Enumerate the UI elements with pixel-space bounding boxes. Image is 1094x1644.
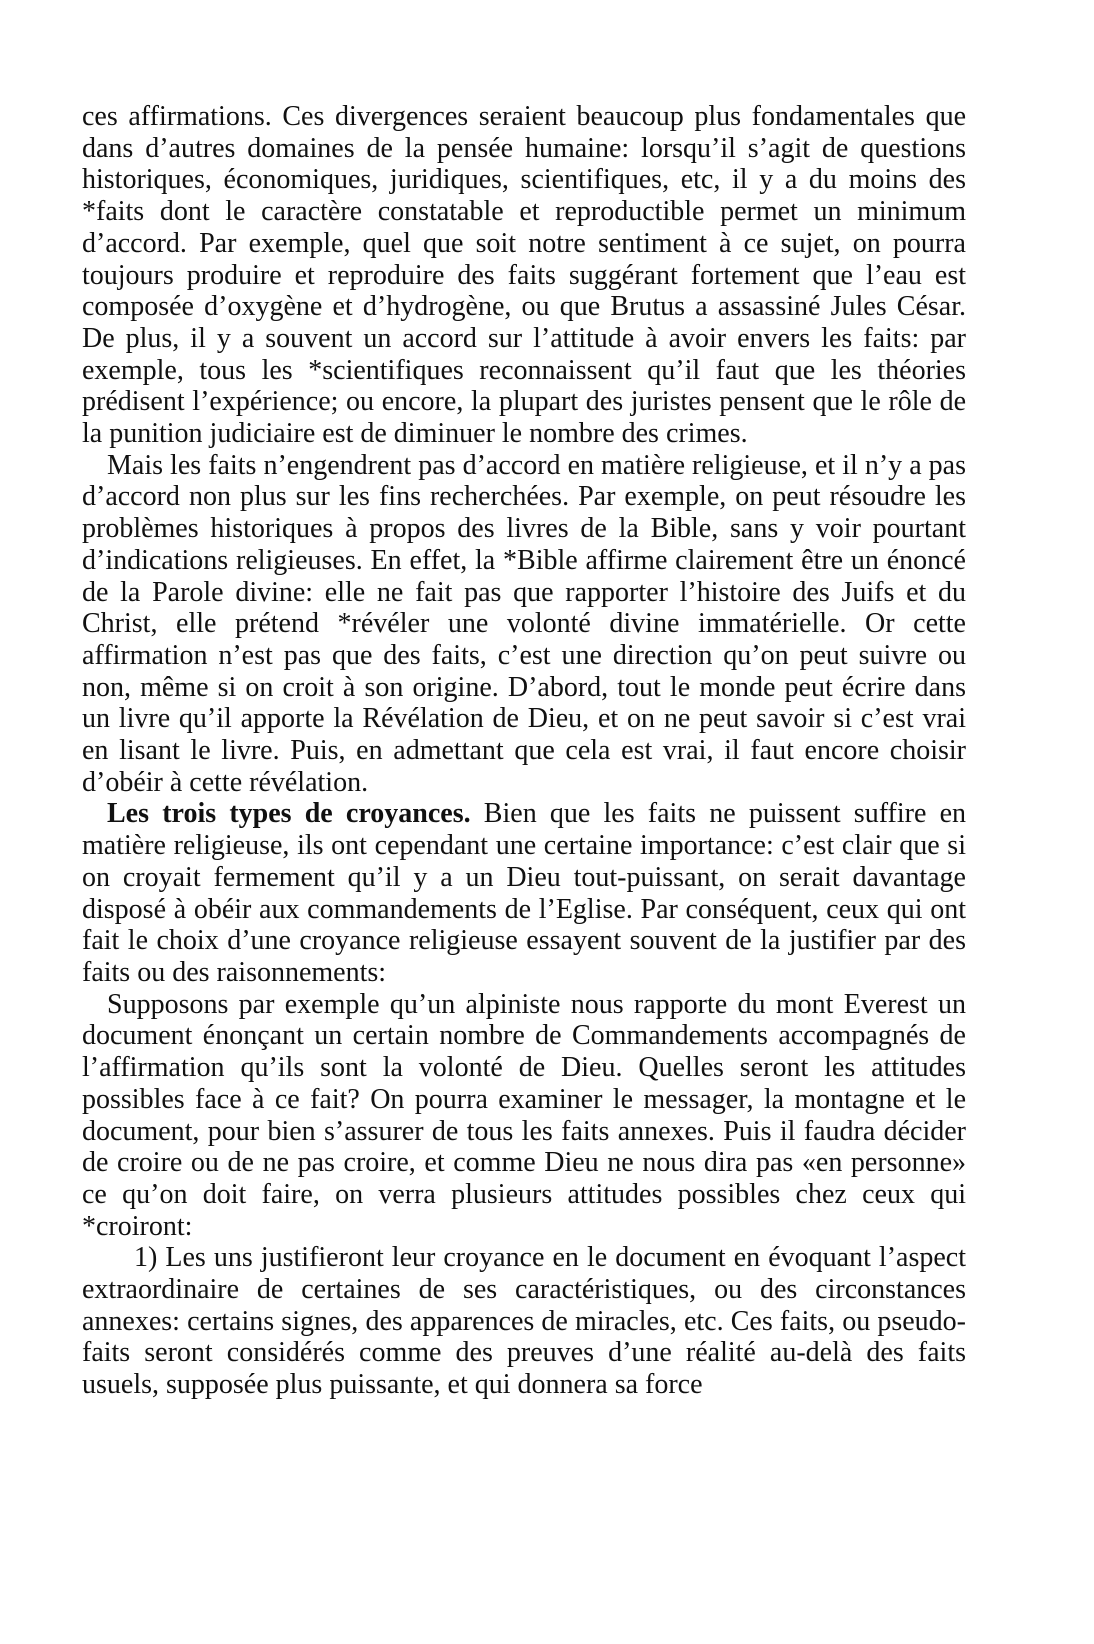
paragraph-faits-religion: Mais les faits n’engendrent pas d’accord en matière religieuse, et il n’y a pas d’accord non plus sur les fins recherchées. Par exemple, on peut résoudre les problèmes historiques à propos des livres de la Bible, sans y voir pourtant d’indications religieuses. En effet, la *Bible affirme clairement être un énoncé de la Parole divine: elle ne fait pas que rapporter l’histoire des Juifs et du Christ, elle prétend *révéler une volonté divine immatérielle. Or cette affirmation n’est pas que des faits, c’est une direction qu’on peut suivre ou non, même si on croit à son origine. D’abord, tout le monde peut écrire dans un livre qu’il apporte la Révélation de Dieu, et on ne peut savoir si c’est vrai en lisant le livre. Puis, en admettant que cela est vrai, il faut encore choisir d’obéir à cette révélation.	[82, 449, 966, 798]
paragraph-item-1: 1) Les uns justifieront leur croyance en le document en évoquant l’aspect extraordinaire de certaines de ses caractéristiques, ou des circonstances annexes: certains signes, des apparences de miracles, etc. Ces faits, ou pseudo-faits seront considérés comme des preuves d’une réalité au-delà des faits usuels, supposée plus puissante, et qui donnera sa force	[82, 1242, 966, 1401]
paragraph-divergences: ces affirmations. Ces divergences seraient beaucoup plus fondamentales que dans d’autres domaines de la pensée humaine: lorsqu’il s’agit de questions historiques, économiques, juridiques, scientifiques, etc, il y a du moins des *faits dont le caractère constatable et reproductible permet un minimum d’accord. Par exemple, quel que soit notre sentiment à ce sujet, on pourra toujours produire et reproduire des faits suggérant fortement que l’eau est composée d’oxygène et d’hydrogène, ou que Brutus a assassiné Jules César. De plus, il y a souvent un accord sur l’attitude à avoir envers les faits: par exemple, tous les *scientifiques reconnaissent qu’il faut que les théories prédisent l’expérience; ou encore, la plupart des juristes pensent que le rôle de la punition judiciaire est de diminuer le nombre des crimes.	[82, 101, 966, 450]
page-text	[82, 101, 966, 1401]
paragraph-trois-types	[82, 798, 966, 988]
paragraph-alpiniste: Supposons par exemple qu’un alpiniste nous rapporte du mont Everest un document énonçant un certain nombre de Commandements accompagnés de l’affirmation qu’ils sont la volonté de Dieu. Quelles seront les attitudes possibles face à ce fait? On pourra examiner le messager, la montagne et le document, pour bien s’assurer de tous les faits annexes. Puis il faudra décider de croire ou de ne pas croire, et comme Dieu ne nous dira pas «en personne» ce qu’on doit faire, on verra plusieurs attitudes possibles chez ceux qui *croiront:	[82, 988, 966, 1242]
section-heading: Les trois types de croyances.	[107, 798, 471, 830]
paragraph-trois-types-text: Bien que les faits ne puissent suffire en matière religieuse, ils ont cependant une certaine importance: c’est clair que si on croyait fermement qu’il y a un Dieu tout-puissant, on serait davantage disposé à obéir aux commandements de l’Eglise. Par conséquent, ceux qui ont fait le choix d’une croyance religieuse essayent souvent de la justifier par des faits ou des raisonnements:	[82, 798, 966, 988]
